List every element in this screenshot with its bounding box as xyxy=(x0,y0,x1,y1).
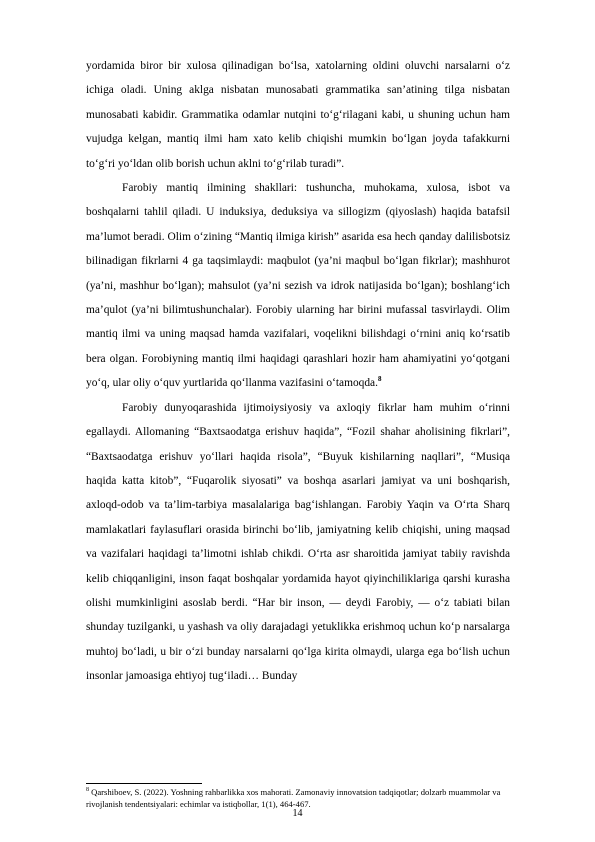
footnote-divider xyxy=(86,783,202,784)
footnote-reference[interactable]: 8 xyxy=(377,375,382,384)
footnote xyxy=(86,786,516,810)
paragraph-text: Farobiy dunyoqarashida ijtimoiysiyosiy va axloqiy fikrlar ham muhim o‘rinni egallaydi. Allomaning “Baxtsaodatga erishuv haqida”, “Fozil shahar aholisining fikrlari”, “Baxtsaodatga erishuv yo‘llari haqida risola”, “Buyuk kishilarning naqllari”, “Musiqa haqida katta kitob”, “Fuqarolik siyosati” va boshqa asarlari jamiyat va uni boshqarish, axloqd-odob va ta’lim-tarbiya masalalariga bag‘ishlangan. Farobiy Yaqin va O‘rta Sharq mamlakatlari faylasuflari orasida birinchi bo‘lib, jamiyatning kelib chiqishi, uning maqsad va vazifalari haqidagi ta’limotni ishlab chikdi. O‘rta asr sharoitida jamiyat tabiiy ravishda kelib chiqqanligini, inson faqat boshqalar yordamida hayot qiyinchiliklariga qarshi kurasha olishi mumkinligini asoslab berdi. “Har bir inson, — deydi Farobiy, — o‘z tabiati bilan shunday tuzilganki, u yashash va oliy darajadagi yetuklikka erishmoq uchun ko‘p narsalarga muhtoj bo‘ladi, u bir o‘zi bunday narsalarni qo‘lga kirita olmaydi, ularga ega bo‘lish uchun insonlar jamoasiga ehtiyoj tug‘iladi… Bunday xyxy=(86,401,510,683)
paragraph-farobiy-logic xyxy=(86,176,510,396)
paragraph-text: yordamida biror bir xulosa qilinadigan bo‘lsa, xatolarning oldini oluvchi narsalarni o‘z ichiga oladi. Uning aklga nisbatan munosabati grammatika san’atining tilga nisbatan munosabati kabidir. Grammatika odamlar nutqini to‘g‘rilagani kabi, u shuning uchun ham vujudga kelgan, mantiq ilmi ham xato kelib chiqishi mumkin bo‘lgan joyda tafakkurni to‘g‘ri yo‘ldan olib borish uchun aklni to‘g‘rilab turadi”. xyxy=(86,60,510,170)
footnote-mark: 8 xyxy=(86,787,89,794)
page-number: 14 xyxy=(292,808,303,819)
paragraph-continuation xyxy=(86,54,510,176)
body-text xyxy=(86,54,510,689)
footnote-text: Qarshiboev, S. (2022). Yoshning rahbarlikka xos mahorati. Zamonaviy innovatsion tadqiqotlar; dolzarb muammolar va rivojlanish tendentsiyalari: echimlar va istiqbollar, 1(1), 464-467. xyxy=(86,787,501,809)
paragraph-text: Farobiy mantiq ilmining shakllari: tushuncha, muhokama, xulosa, isbot va boshqalarni tahlil qiladi. U induksiya, deduksiya va sillogizm (qiyoslash) haqida batafsil ma’lumot beradi. Olim o‘zining “Mantiq ilmiga kirish” asarida esa hech qanday dalilisbotsiz bilinadigan fikrlarni 4 ga taqsimlaydi: maqbulot (ya’ni maqbul bo‘lgan fikrlar); mashhurot (ya’ni, mashhur bo‘lgan); mahsulot (ya’ni sezish va idrok natijasida bo‘lgan); boshlang‘ich ma’qulot (ya’ni bilimtushunchalar). Forobiy ularning har birini mufassal tasvirlaydi. Olim mantiq ilmi va uning maqsad hamda vazifalari, voqelikni bilishdagi o‘rnini aniq ko‘rsatib bera olgan. Forobiyning mantiq ilmi haqidagi qarashlari hozir ham ahamiyatini yo‘qotgani yo‘q, ular oliy o‘quv yurtlarida qo‘llanma vazifasini o‘tamoqda. xyxy=(86,182,510,390)
paragraph-farobiy-society xyxy=(86,396,510,689)
